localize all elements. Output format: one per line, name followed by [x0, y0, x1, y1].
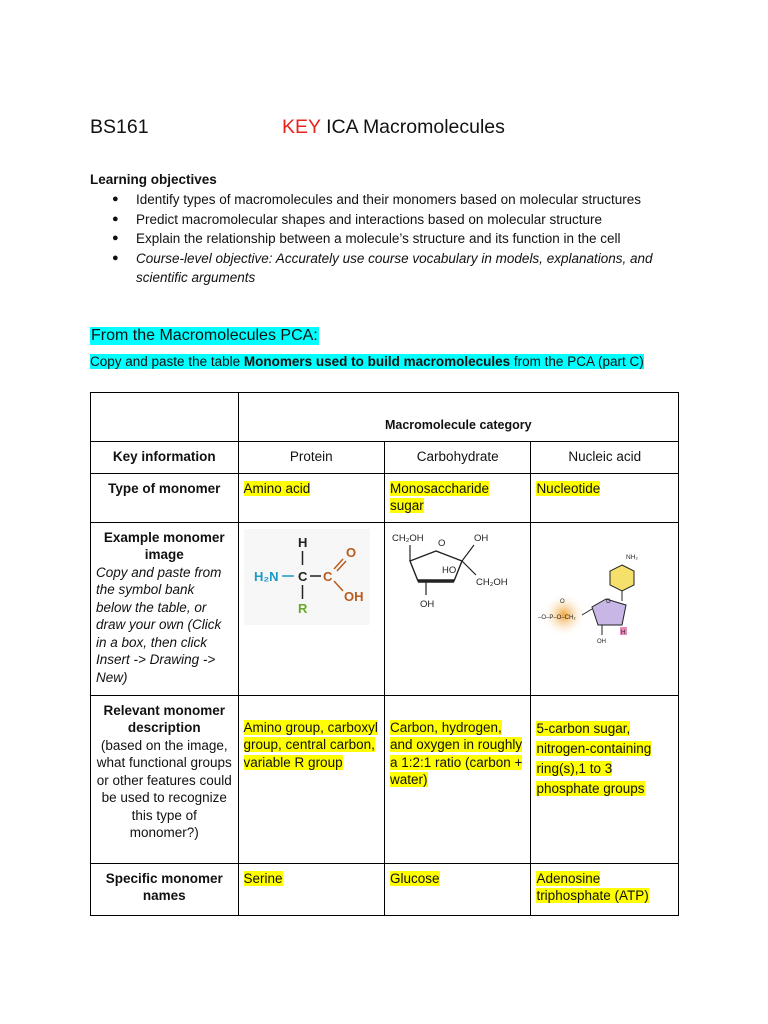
- table-row: [91, 522, 679, 695]
- bullet-icon: ●: [112, 193, 119, 205]
- sugar-oh-bottom: OH: [419, 598, 435, 610]
- bullet-icon: ●: [112, 251, 119, 264]
- carboxyl-oh: OH: [343, 588, 364, 604]
- cell-nucleic-image[interactable]: [531, 522, 679, 695]
- r-group: R: [297, 600, 307, 616]
- bullet-icon: ●: [112, 212, 119, 225]
- objective-item: ● Course-level objective: Accurately use course vocabulary in models, explanations, and scientific arguments: [112, 250, 653, 285]
- monomers-table: [90, 392, 679, 916]
- objective-item: ● Identify types of macromolecules and their monomers based on molecular structures: [106, 190, 686, 210]
- document-title: [282, 116, 505, 139]
- cell-carbohydrate-image[interactable]: [384, 522, 530, 695]
- cell-protein-description[interactable]: Amino group, carboxyl group, central carbon, variable R group: [238, 695, 384, 863]
- amino-acid-structure: [244, 529, 370, 625]
- row-label-names[interactable]: Specific monomer names: [91, 863, 239, 915]
- amino-h: H: [297, 534, 307, 550]
- nucleotide-structure: [536, 529, 662, 679]
- cell-nucleic-description[interactable]: 5-carbon sugar, nitrogen-containing ring(s),1 to 3 phosphate groups: [531, 695, 679, 863]
- table-row: [91, 441, 679, 473]
- nucleotide-phosphate: –O–P–O–CH₂: [538, 614, 577, 621]
- sugar-ch2oh-top: CH₂OH: [391, 532, 424, 544]
- objective-item: ● Explain the relationship between a molecule’s structure and its function in the cell: [106, 229, 686, 249]
- pca-heading: From the Macromolecules PCA:: [91, 327, 318, 344]
- objectives-list: [106, 190, 686, 288]
- bullet-icon: ●: [112, 232, 119, 244]
- course-code: BS161: [90, 116, 149, 138]
- column-header-nucleic-acid[interactable]: Nucleic acid: [531, 441, 679, 473]
- example-instructions: Copy and paste from the symbol bank below the table, or draw your own (Click in a box, then click Insert -> Drawing -> New): [96, 564, 222, 685]
- nucleotide-nh2: NH₂: [626, 553, 639, 561]
- sugar-ho: HO: [441, 564, 457, 576]
- description-note: (based on the image, what functional groups or other features could be used to recognize this type of monomer?): [96, 737, 232, 840]
- cell-carbohydrate-description[interactable]: Carbon, hydrogen, and oxygen in roughly a 1:2:1 ratio (carbon + water): [384, 695, 530, 863]
- column-header-protein[interactable]: Protein: [238, 441, 384, 473]
- cell-carbohydrate-type[interactable]: Monosaccharide sugar: [384, 473, 530, 522]
- cell-protein-image[interactable]: [238, 522, 384, 695]
- row-label-example[interactable]: [91, 522, 239, 695]
- sugar-structure: [390, 529, 516, 625]
- nucleotide-o-top: O: [560, 598, 566, 605]
- row-label-description[interactable]: [91, 695, 239, 863]
- sugar-ring-o: O: [437, 537, 446, 549]
- cell-protein-name[interactable]: Serine: [238, 863, 384, 915]
- table-row: [91, 863, 679, 915]
- objectives-heading: Learning objectives: [90, 172, 217, 187]
- cell-nucleic-name[interactable]: Adenosine triphosphate (ATP): [531, 863, 679, 915]
- sugar-ch2oh-right: CH₂OH: [475, 576, 508, 588]
- table-row: [91, 393, 679, 442]
- table-row: [91, 695, 679, 863]
- nucleotide-ring-o: O: [606, 598, 612, 605]
- table-row: [91, 473, 679, 522]
- objective-item: ● Predict macromolecular shapes and interactions based on molecular structure: [106, 210, 686, 230]
- column-header-carbohydrate[interactable]: Carbohydrate: [384, 441, 530, 473]
- row-label-type[interactable]: Type of monomer: [91, 473, 239, 522]
- cell-protein-type[interactable]: Amino acid: [238, 473, 384, 522]
- example-label: Example monomer image: [103, 529, 225, 562]
- key-word: KEY: [282, 116, 321, 138]
- carboxyl-c: C: [322, 568, 332, 584]
- pca-instruction: Copy and paste the table Monomers used to build macromolecules from the PCA (part C): [90, 354, 644, 369]
- description-label: Relevant monomer description: [103, 702, 226, 735]
- table-cell-empty[interactable]: [91, 393, 239, 442]
- nucleotide-oh: OH: [597, 638, 607, 645]
- carboxyl-o: O: [345, 544, 356, 560]
- cell-carbohydrate-name[interactable]: Glucose: [384, 863, 530, 915]
- column-header-key-info[interactable]: Key information: [91, 441, 239, 473]
- amino-group: H₂N: [253, 568, 279, 584]
- nucleotide-h: H: [621, 629, 626, 636]
- cell-nucleic-type[interactable]: Nucleotide: [531, 473, 679, 522]
- title-text: ICA Macromolecules: [320, 116, 505, 138]
- category-header[interactable]: Macromolecule category: [238, 393, 678, 442]
- amino-central-c: C: [297, 568, 307, 584]
- sugar-oh-top: OH: [473, 532, 489, 544]
